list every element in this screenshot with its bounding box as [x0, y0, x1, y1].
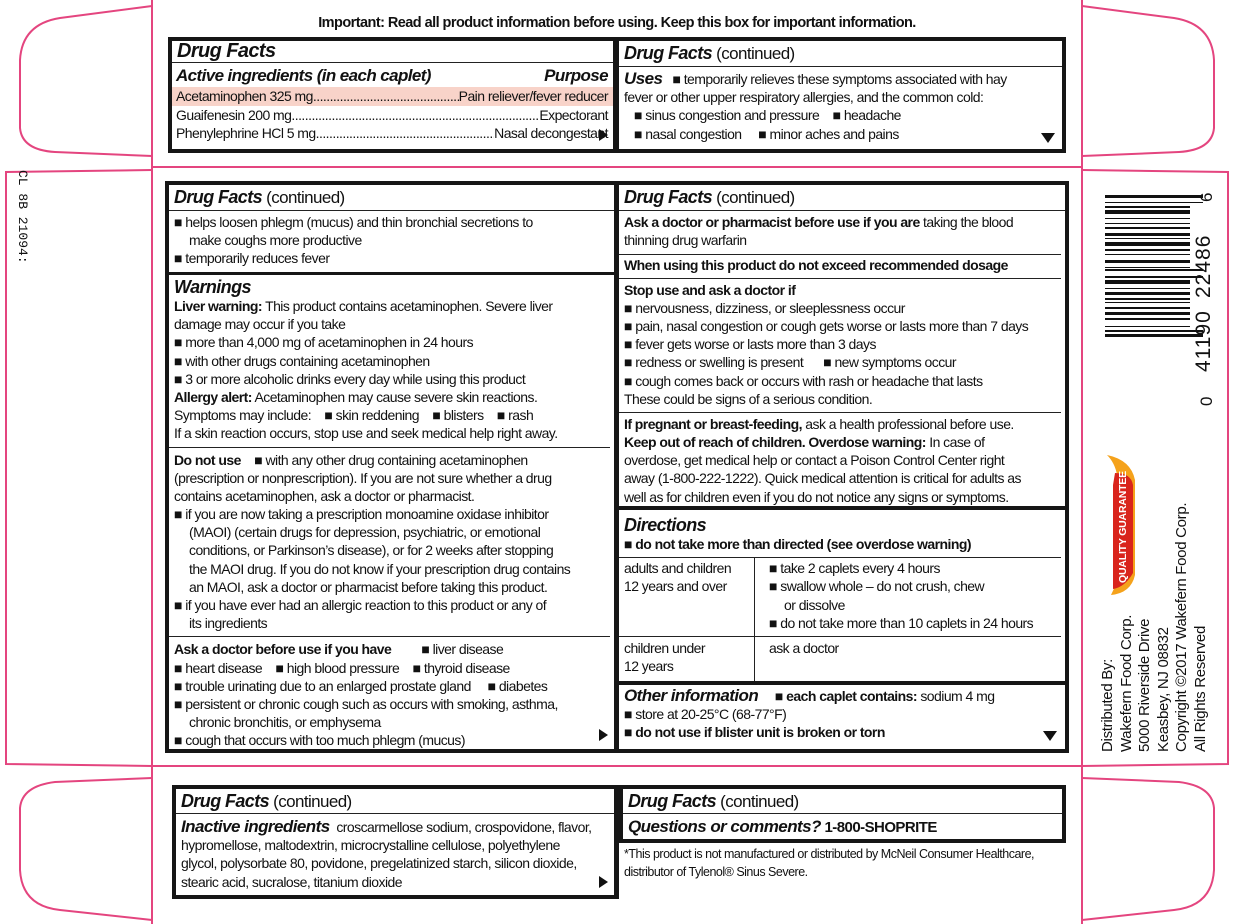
text-line: [769, 559, 1033, 577]
directions-panel: [619, 510, 1065, 681]
text: its ingredients: [189, 615, 268, 632]
text: taking the blood: [919, 214, 1014, 230]
text: ■ more than 4,000 mg of acetaminophen in 24 hours: [174, 334, 474, 351]
text-line: [624, 657, 749, 675]
text: the MAOI drug. If you do not know if your prescription drug contains: [189, 560, 571, 577]
text-line: [624, 299, 1056, 317]
barcode-bar: [1105, 312, 1190, 315]
text: ■ cough comes back or occurs with rash or headache that lasts: [624, 372, 983, 389]
text: or dissolve: [784, 596, 845, 613]
text: an MAOI, ask a doctor or pharmacist before taking this product.: [189, 578, 548, 595]
text-line: [174, 731, 609, 749]
text-line: [174, 406, 605, 424]
bold-label: Ask a doctor or pharmacist before use if you are: [624, 214, 920, 230]
bold-label: Stop use and ask a doctor if: [624, 281, 796, 298]
continue-arrow-icon: [599, 729, 608, 741]
text: (MAOI) (certain drugs for depression, psychiatric, or emotional: [189, 524, 541, 541]
barcode-check-digit: 6: [1197, 192, 1216, 202]
text-line: [624, 256, 1056, 274]
text: ■ take 2 caplets every 4 hours: [769, 560, 940, 577]
active-ingredients-header: [172, 63, 613, 87]
age-group: [619, 637, 755, 681]
ingredient-purpose: Nasal decongestant: [494, 125, 608, 141]
text: ■ swallow whole – do not crush, chew: [769, 578, 985, 595]
ingredient-name: Acetaminophen 325 mg: [176, 88, 313, 104]
continued-label: (continued): [716, 792, 799, 811]
barcode-bar: [1105, 254, 1190, 255]
drug-facts-continued-heading: [169, 185, 614, 211]
uses-text: [619, 67, 1062, 143]
text-line: [181, 873, 609, 891]
barcode-bar: [1105, 227, 1190, 229]
continued-label: (continued): [262, 188, 345, 207]
barcode-bar: [1105, 238, 1190, 239]
barcode-bar: [1105, 318, 1190, 320]
text: ■ cough that occurs with too much phlegm (mucus): [174, 732, 465, 749]
text: ■ with any other drug containing acetaminophen: [240, 451, 528, 468]
continued-label: (continued): [269, 792, 352, 811]
barcode-bar: [1105, 280, 1190, 284]
text: If a skin reaction occurs, stop use and seek medical help right away.: [174, 425, 558, 442]
text: ■ persistent or chronic cough such as occurs with smoking, asthma,: [174, 695, 558, 712]
drug-facts-continued-heading: [176, 789, 614, 814]
bold-label: If pregnant or breast-feeding,: [624, 415, 802, 432]
do-not-use-section: [169, 448, 610, 638]
text-line: [624, 231, 1056, 249]
dosage-instructions: [755, 558, 1038, 636]
active-ingredients-title: Active ingredients (in each caplet): [176, 66, 431, 85]
text-line: [174, 424, 605, 442]
liver-allergy-warnings: [169, 297, 610, 448]
text-line: [174, 333, 605, 351]
text-line: [769, 639, 839, 657]
text-line: [624, 433, 1060, 451]
drug-facts-continued-heading: [623, 789, 1062, 814]
lot-code: CL 8B 21094:: [15, 170, 30, 264]
text: distributor of Tylenol® Sinus Severe.: [624, 865, 808, 880]
text-line: [624, 125, 1057, 143]
text: ■ nervousness, dizziness, or sleeplessness occur: [624, 299, 905, 316]
text: overdose, get medical help or contact a Poison Control Center right: [624, 452, 1005, 469]
important-notice: Important: Read all product information before using. Keep this box for important information.: [318, 15, 916, 31]
badge-text: QUALITY GUARANTEE: [1117, 471, 1129, 583]
text-line: [174, 370, 605, 388]
uses-continued-text: [169, 211, 614, 268]
text-line: [174, 713, 609, 731]
continued-label: (continued): [712, 44, 795, 63]
bold-label: ■ do not take more than directed (see overdose warning): [624, 536, 971, 552]
text-line: [174, 469, 605, 487]
bold-label: Ask a doctor before use if you have: [174, 641, 392, 658]
heading-label: Drug Facts: [624, 43, 713, 63]
text: ■ if you are now taking a prescription monoamine oxidase inhibitor: [174, 506, 549, 523]
text-line: [181, 854, 609, 872]
bold-label: Allergy alert:: [174, 388, 252, 405]
ingredient-purpose: Pain reliever/fever reducer: [458, 88, 608, 104]
text: ■ helps loosen phlegm (mucus) and thin bronchial secretions to: [174, 214, 533, 230]
text-line: [624, 281, 1056, 299]
text: In case of: [925, 434, 985, 451]
bold-label: Liver warning:: [174, 298, 262, 314]
barcode-left-digits: 41190: [1192, 310, 1215, 372]
when-using-section: [619, 255, 1061, 278]
bold-label: 1-800-SHOPRITE: [824, 819, 937, 836]
text-line: [174, 560, 605, 578]
directions-row-adults: [619, 558, 1061, 637]
continued-label: (continued): [712, 188, 795, 207]
text-line: [174, 388, 605, 406]
directions-row-children: [619, 637, 1065, 681]
text-line: [624, 390, 1056, 408]
text-line: [174, 249, 609, 267]
text-line: [769, 577, 1033, 595]
text: ■ liver disease: [391, 641, 504, 658]
age-group: [619, 558, 755, 636]
directions-title: Directions: [624, 515, 707, 535]
barcode-bar: [1105, 276, 1203, 278]
barcode: [1105, 195, 1205, 390]
text-line: [624, 317, 1056, 335]
continue-down-arrow-icon: [1043, 731, 1057, 741]
text-line: [174, 640, 609, 658]
text-line: [624, 469, 1060, 487]
text-line: [174, 541, 605, 559]
text-line: [624, 687, 1060, 705]
leader-dots: [313, 87, 459, 106]
distributor-line: Distributed By:: [1099, 658, 1116, 752]
drug-facts-heading: Drug Facts: [172, 41, 613, 63]
text-line: [624, 88, 1057, 106]
text: 12 years: [624, 658, 674, 675]
leader-dots: [316, 124, 494, 143]
bold-label: Do not use: [174, 451, 241, 468]
text: croscarmellose sodium, crospovidone, flavor,: [329, 819, 592, 835]
bold-label: Keep out of reach of children. Overdose warning:: [624, 434, 926, 451]
text: children under: [624, 640, 706, 657]
text: Symptoms may include: ■ skin reddening ■ blisters ■ rash: [174, 407, 534, 424]
other-information-panel: [619, 685, 1065, 749]
text: ■ 3 or more alcoholic drinks every day while using this product: [174, 370, 526, 387]
text: (prescription or nonprescription). If you are not sure whether a drug: [174, 469, 552, 486]
text: ■ temporarily reduces fever: [174, 250, 330, 267]
ingredient-row: [172, 87, 613, 106]
barcode-bar: [1105, 298, 1190, 300]
text: [758, 688, 775, 704]
text-line: [628, 818, 1057, 836]
footnote: [624, 846, 1034, 882]
ingredient-name: Phenylephrine HCl 5 mg: [176, 125, 316, 141]
text: stearic acid, sucralose, titanium dioxide: [181, 873, 403, 890]
ingredient-purpose: Expectorant: [539, 106, 608, 123]
barcode-bar: [1105, 223, 1190, 224]
text: sodium 4 mg: [917, 688, 995, 704]
bold-label: When using this product do not exceed recommended dosage: [624, 257, 1008, 274]
text: chronic bronchitis, or emphysema: [189, 714, 381, 731]
barcode-bar: [1105, 302, 1190, 303]
barcode-bar: [1105, 218, 1190, 219]
section-title: Other information: [624, 686, 759, 705]
text: Acetaminophen may cause severe skin reactions.: [251, 388, 538, 405]
uses-continued-panel: [169, 185, 614, 272]
barcode-bar: [1105, 233, 1190, 236]
text: adults and children: [624, 560, 732, 577]
barcode-first-digit: 0: [1197, 396, 1216, 406]
text-line: [624, 335, 1056, 353]
heading-label: Drug Facts: [174, 187, 263, 207]
drug-facts-continued-heading: [619, 185, 1065, 211]
barcode-bar: [1105, 269, 1203, 271]
text: ■ with other drugs containing acetaminophen: [174, 352, 430, 369]
continue-down-arrow-icon: [1041, 133, 1055, 143]
text-line: [769, 596, 1033, 614]
text-line: [174, 695, 609, 713]
text: ■ trouble urinating due to an enlarged prostate gland ■ diabetes: [174, 677, 548, 694]
barcode-bar: [1105, 195, 1203, 198]
continue-arrow-icon: [599, 876, 608, 888]
text: ■ sinus congestion and pressure ■ headache: [624, 107, 901, 124]
text-line: [624, 415, 1060, 433]
text-line: [624, 451, 1060, 469]
inactive-ingredients-panel: [176, 789, 614, 895]
text-line: [174, 596, 605, 614]
barcode-bar: [1105, 242, 1190, 246]
ask-doctor-section: [169, 637, 614, 749]
barcode-bar: [1105, 260, 1190, 263]
text-line: [174, 505, 605, 523]
text: hypromellose, maltodextrin, microcrystalline cellulose, polyethylene: [181, 837, 560, 854]
barcode-bar: [1105, 206, 1190, 208]
section-title: Inactive ingredients: [181, 817, 330, 836]
text-line: [181, 836, 609, 854]
text: contains acetaminophen, ask a doctor or pharmacist.: [174, 487, 475, 504]
text: 12 years and over: [624, 578, 727, 595]
text-line: [174, 523, 605, 541]
ingredient-row: [172, 124, 613, 143]
text: thinning drug warfarin: [624, 232, 747, 249]
text: ask a health professional before use.: [801, 415, 1014, 432]
barcode-bar: [1105, 249, 1190, 251]
text-line: [624, 535, 1056, 553]
text: well as for children even if you do not notice any signs or symptoms.: [624, 488, 1009, 505]
text: ■ temporarily relieves these symptoms associated with hay: [662, 71, 1007, 87]
distributor-line: All Rights Reserved: [1191, 625, 1209, 752]
distributor-line: Copyright ©2017 Wakefern Food Corp.: [1173, 502, 1190, 752]
text-line: [174, 659, 609, 677]
text: fever or other upper respiratory allergies, and the common cold:: [624, 89, 984, 106]
heading-label: Drug Facts: [624, 187, 713, 207]
text: ■ pain, nasal congestion or cough gets worse or lasts more than 7 days: [624, 317, 1029, 334]
barcode-bar: [1105, 326, 1190, 327]
barcode-bar: [1105, 288, 1190, 289]
text-line: [769, 614, 1033, 632]
text: *This product is not manufactured or distributed by McNeil Consumer Healthcare,: [624, 847, 1035, 861]
text-line: [624, 488, 1060, 506]
heading-label: Drug Facts: [628, 791, 717, 811]
text-line: [174, 231, 609, 249]
directions-lead: [619, 535, 1061, 558]
text-line: [174, 297, 605, 315]
text: ■ if you have ever had an allergic reaction to this product or any of: [174, 597, 547, 613]
heading-label: Drug Facts: [181, 791, 270, 811]
barcode-bar: [1105, 307, 1190, 309]
text-line: [174, 213, 609, 231]
text-line: [624, 372, 1056, 390]
other-information-text: [619, 685, 1065, 742]
text: ■ do not take more than 10 caplets in 24 hours: [769, 614, 1034, 631]
text-line: [624, 846, 1034, 864]
barcode-bar: [1105, 334, 1203, 337]
barcode-right-digits: 22486: [1192, 234, 1215, 298]
text-line: [624, 70, 1057, 88]
text-line: [624, 559, 749, 577]
text-line: [624, 353, 1056, 371]
ask-pharmacist-section: [619, 211, 1061, 255]
pregnancy-overdose-section: [619, 413, 1065, 506]
text: make coughs more productive: [189, 232, 362, 249]
text: These could be signs of a serious condition.: [624, 390, 873, 407]
text-line: [174, 578, 605, 596]
text: This product contains acetaminophen. Severe liver: [261, 298, 553, 314]
text-line: [624, 106, 1057, 124]
barcode-bar: [1105, 330, 1203, 332]
barcode-bar: [1105, 267, 1190, 268]
text-line: [174, 352, 605, 370]
dosage-instructions: [755, 637, 844, 681]
ingredient-list: [172, 87, 613, 143]
questions-panel: [623, 789, 1062, 839]
text-line: [174, 451, 605, 469]
bold-label: ■ do not use if blister unit is broken or torn: [624, 724, 885, 741]
ingredient-name: Guaifenesin 200 mg: [176, 106, 292, 123]
distributor-line: 5000 Riverside Drive: [1136, 618, 1153, 752]
barcode-bar: [1105, 292, 1190, 295]
text-line: [624, 577, 749, 595]
text: ■ fever gets worse or lasts more than 3 days: [624, 336, 876, 353]
section-title: Questions or comments?: [628, 817, 821, 836]
inactive-ingredients-text: [176, 814, 614, 891]
text: conditions, or Parkinson’s disease), or for 2 weeks after stopping: [189, 542, 554, 559]
leader-dots: [291, 106, 539, 125]
section-title: Uses: [624, 69, 663, 88]
barcode-bar: [1105, 210, 1190, 214]
distributor-info: [1099, 452, 1210, 752]
text-line: [174, 315, 605, 333]
text: ask a doctor: [769, 640, 839, 657]
text-line: [174, 614, 605, 632]
text: ■ nasal congestion ■ minor aches and pains: [624, 125, 899, 142]
warnings-panel: [169, 275, 614, 749]
text-line: [624, 639, 749, 657]
text: glycol, polysorbate 80, povidone, pregelatinized starch, silicon dioxide,: [181, 855, 577, 872]
warnings-continued-panel: [619, 185, 1065, 506]
text: ■ store at 20-25°C (68-77°F): [624, 706, 787, 723]
text: away (1-800-222-1222). Quick medical attention is critical for adults as: [624, 470, 1021, 487]
bold-label: ■ each caplet contains:: [774, 688, 917, 704]
barcode-bar: [1105, 202, 1203, 203]
text-line: [174, 487, 605, 505]
text: ■ heart disease ■ high blood pressure ■ thyroid disease: [174, 659, 510, 676]
ingredient-row: [172, 106, 613, 125]
questions-text: [623, 814, 1062, 836]
text-line: [624, 213, 1056, 231]
warnings-title: Warnings: [174, 277, 251, 297]
text-line: [624, 723, 1060, 741]
text-line: [624, 864, 1034, 882]
drug-facts-continued-heading: [619, 41, 1062, 67]
purpose-label: Purpose: [544, 66, 608, 85]
text-line: [181, 818, 609, 836]
continue-arrow-icon: [599, 129, 608, 141]
distributor-line: Wakefern Food Corp.: [1117, 614, 1135, 752]
text: damage may occur if you take: [174, 316, 346, 333]
distributor-line: Keasbey, NJ 08832: [1154, 627, 1172, 752]
active-ingredients-panel: [172, 41, 613, 149]
text-line: [624, 705, 1060, 723]
uses-panel: [619, 41, 1062, 149]
text-line: [174, 677, 609, 695]
text: ■ redness or swelling is present ■ new symptoms occur: [624, 354, 957, 371]
stop-use-section: [619, 279, 1061, 413]
